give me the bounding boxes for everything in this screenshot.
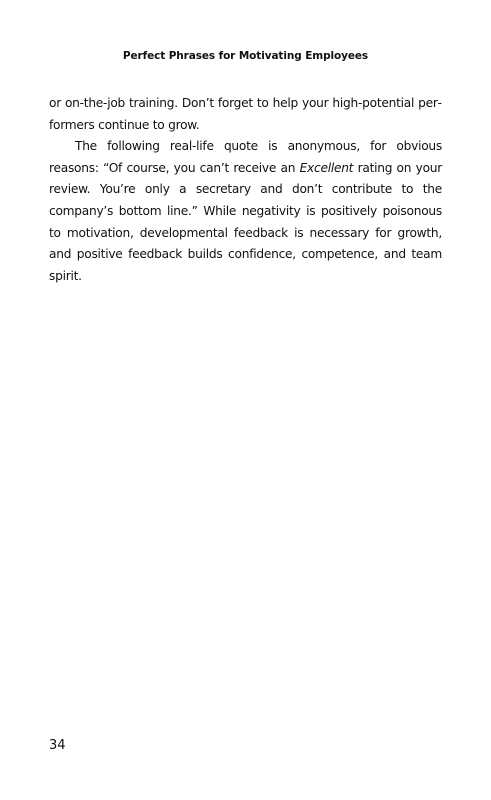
paragraph-quote (49, 136, 442, 287)
running-head: Perfect Phrases for Motivating Employees (122, 50, 369, 62)
emphasized-word: Excellent (299, 160, 354, 175)
paragraph-text-after-emphasis: rating on your review. You’re only a secretary and don’t contribute to the company’s bottom line.” While negativity is positively poisonous to motivation, developmental feedback is necessary for growth, and positive feedback builds confidence, competence, and team spirit. (49, 160, 443, 283)
page-number: 34 (49, 738, 66, 753)
body-text (49, 93, 442, 287)
paragraph-text-before-emphasis: The following real-life quote is anonymous, for obvious reasons: “Of course, you can’t receive an (49, 139, 442, 175)
paragraph-continuation: or on-the-job training. Don’t forget to help your high-potential performers continue to grow. (49, 96, 442, 132)
